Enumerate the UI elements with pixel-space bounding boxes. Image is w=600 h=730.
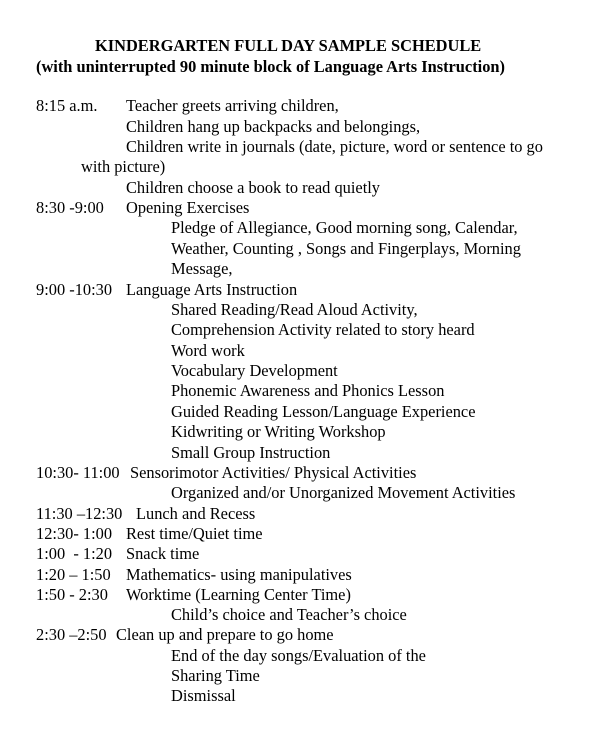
schedule-detail: Guided Reading Lesson/Language Experience (171, 402, 476, 421)
schedule-detail: Phonemic Awareness and Phonics Lesson (171, 381, 445, 400)
schedule-detail: Message, (171, 259, 233, 278)
schedule-time: 1:00 - 1:20 (36, 544, 113, 563)
schedule-detail: End of the day songs/Evaluation of the (171, 646, 426, 665)
schedule-detail: Weather, Counting , Songs and Fingerplays, Morning (171, 239, 521, 258)
schedule-detail: Small Group Instruction (171, 443, 331, 462)
schedule-activity: Clean up and prepare to go home (116, 625, 334, 644)
schedule-activity: Sensorimotor Activities/ Physical Activities (130, 463, 417, 482)
schedule-detail: Comprehension Activity related to story heard (171, 320, 475, 339)
schedule-detail: Shared Reading/Read Aloud Activity, (171, 300, 418, 319)
schedule-detail: Vocabulary Development (171, 361, 338, 380)
document-subtitle: (with uninterrupted 90 minute block of Language Arts Instruction) (36, 57, 505, 76)
schedule-activity: Mathematics- using manipulatives (126, 565, 352, 584)
schedule-detail: Word work (171, 341, 245, 360)
schedule-time: 8:15 a.m. (36, 96, 98, 115)
schedule-line: Children write in journals (date, picture, word or sentence to go (126, 137, 543, 156)
schedule-detail: Kidwriting or Writing Workshop (171, 422, 386, 441)
schedule-activity: Opening Exercises (126, 198, 250, 217)
schedule-time: 11:30 –12:30 (36, 504, 123, 523)
schedule-line: Children choose a book to read quietly (126, 178, 380, 197)
schedule-activity: Snack time (126, 544, 200, 563)
schedule-line: with picture) (81, 157, 166, 176)
schedule-detail: Sharing Time (171, 666, 260, 685)
schedule-time: 9:00 -10:30 (36, 280, 113, 299)
schedule-activity: Lunch and Recess (136, 504, 256, 523)
document-title: KINDERGARTEN FULL DAY SAMPLE SCHEDULE (95, 36, 482, 55)
schedule-detail: Dismissal (171, 686, 236, 705)
schedule-detail: Organized and/or Unorganized Movement Activities (171, 483, 516, 502)
schedule-line: Teacher greets arriving children, (126, 96, 339, 115)
schedule-time: 8:30 -9:00 (36, 198, 104, 217)
schedule-time: 1:50 - 2:30 (36, 585, 108, 604)
schedule-detail: Pledge of Allegiance, Good morning song, Calendar, (171, 218, 518, 237)
schedule-time: 1:20 – 1:50 (36, 565, 111, 584)
schedule-time: 12:30- 1:00 (36, 524, 113, 543)
schedule-line: Children hang up backpacks and belongings, (126, 117, 421, 136)
schedule-detail: Child’s choice and Teacher’s choice (171, 605, 407, 624)
schedule-activity: Language Arts Instruction (126, 280, 298, 299)
schedule-activity: Rest time/Quiet time (126, 524, 263, 543)
schedule-time: 2:30 –2:50 (36, 625, 107, 644)
schedule-time: 10:30- 11:00 (36, 463, 120, 482)
schedule-activity: Worktime (Learning Center Time) (126, 585, 351, 604)
